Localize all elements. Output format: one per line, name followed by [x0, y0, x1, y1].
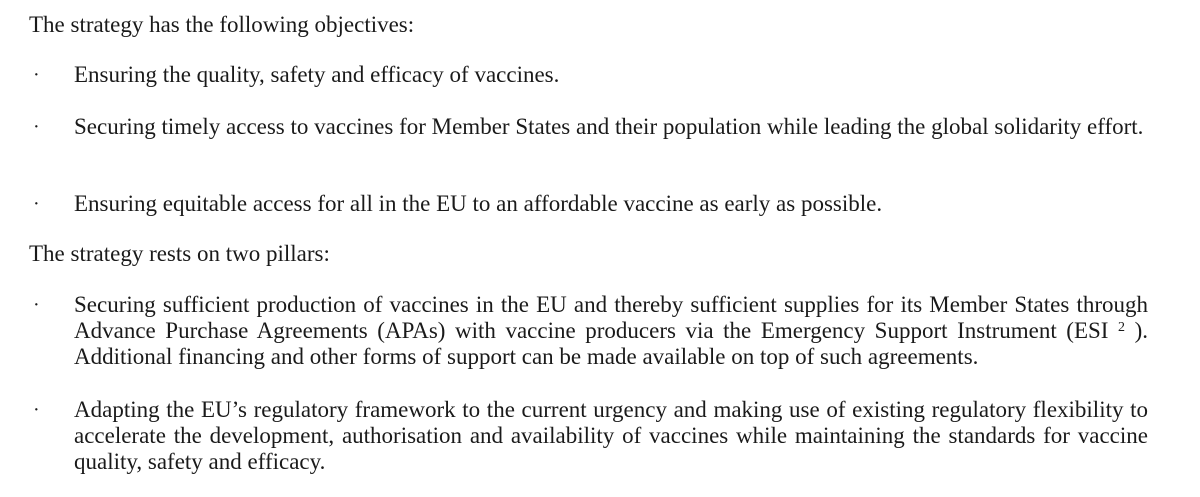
bullet-point: ·: [33, 399, 40, 421]
bullet-point: ·: [33, 116, 40, 138]
objective-text: Ensuring the quality, safety and efficacy of vaccines.: [74, 62, 560, 87]
objectives-intro: The strategy has the following objectives:: [29, 12, 415, 37]
objective-text: Securing timely access to vaccines for Member States and their population while leading the global solidarity effort.: [74, 114, 1144, 139]
bullet-point: ·: [33, 294, 40, 316]
pillar-text: Adapting the EU’s regulatory framework to the current urgency and making use of existing regulatory flexibility to accelerate the development, authorisation and availability of vaccines while maintaining the standards for vaccine quality, safety and efficacy.: [74, 397, 1148, 474]
pillar-text: [74, 292, 1148, 370]
pillar-text-part: ). Additional financing and other forms of support can be made available on top of such agreements.: [74, 318, 1148, 369]
pillar-text-part: Securing sufficient production of vaccines in the EU and thereby sufficient supplies for its Member States through Advance Purchase Agreements (APAs) with vaccine producers via the Emergency Support Instrument (ESI: [74, 292, 1148, 343]
bullet-point: ·: [33, 193, 40, 215]
pillars-intro: The strategy rests on two pillars:: [29, 241, 330, 266]
bullet-point: ·: [33, 64, 40, 86]
footnote-reference[interactable]: 2: [1118, 320, 1126, 335]
objective-text: Ensuring equitable access for all in the EU to an affordable vaccine as early as possible.: [74, 191, 883, 216]
